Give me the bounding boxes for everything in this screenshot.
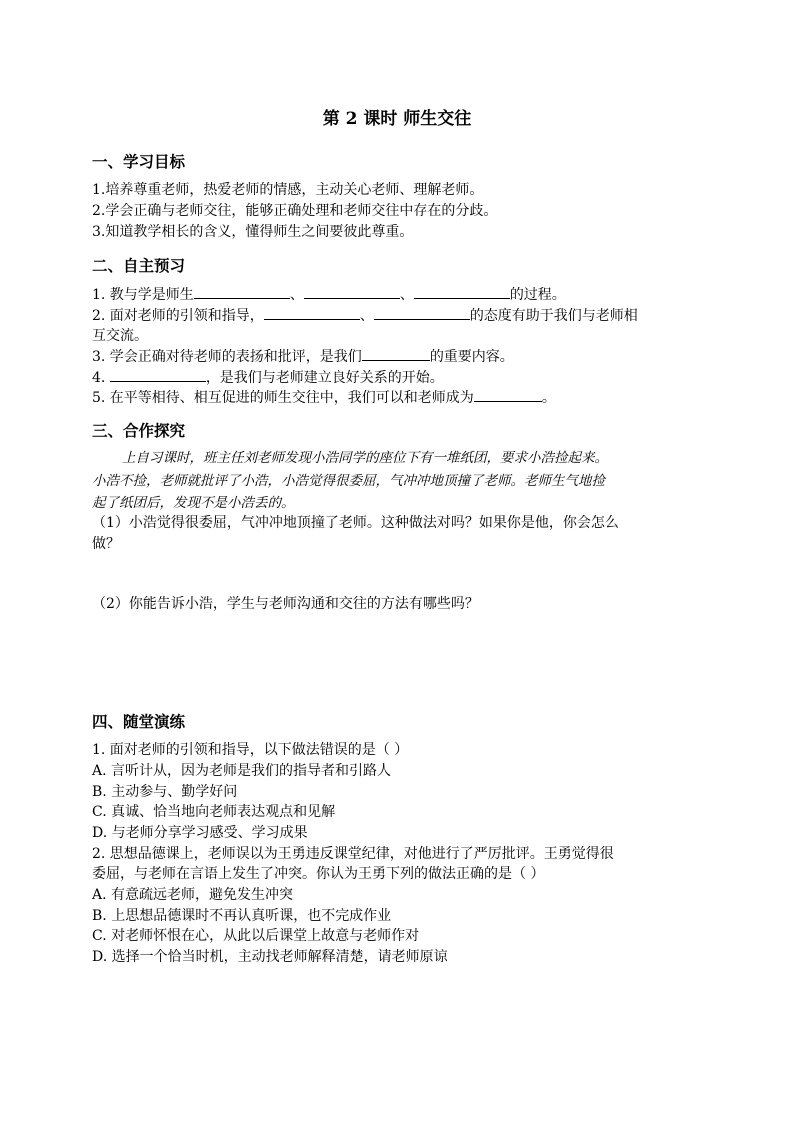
- practice-option: D. 选择一个恰当时机，主动找老师解释清楚，请老师原谅: [92, 949, 448, 965]
- preview-question-1: [92, 284, 566, 305]
- case-line: 小浩不捡，老师就批评了小浩，小浩觉得很委屈，气冲冲地顶撞了老师。老师生气地捡: [92, 473, 605, 489]
- goal-item: 2.学会正确与老师交往，能够正确处理和老师交往中存在的分歧。: [92, 203, 498, 219]
- practice-option: D. 与老师分享学习感受、学习成果: [92, 825, 308, 841]
- answer-blank[interactable]: [264, 305, 360, 320]
- question-text: 5. 在平等相待、相互促进的师生交往中，我们可以和老师成为: [92, 390, 474, 406]
- section-heading-explore: 三、合作探究: [92, 421, 186, 440]
- section-heading-preview: 二、自主预习: [92, 256, 186, 275]
- page-title: 第 2 课时 师生交往: [322, 109, 472, 129]
- goal-item: 1.培养尊重老师，热爱老师的情感，主动关心老师、理解老师。: [92, 182, 484, 198]
- case-line: 起了纸团后，发现不是小浩丢的。: [92, 495, 295, 511]
- preview-question-2-cont: 互交流。: [92, 328, 148, 344]
- question-text: 、: [359, 308, 374, 324]
- question-text: 的过程。: [509, 287, 566, 303]
- question-text: 的态度有助于我们与老师相: [469, 308, 638, 324]
- question-text: 4.: [92, 370, 110, 386]
- goal-item: 3.知道教学相长的含义，懂得师生之间要彼此尊重。: [92, 224, 414, 240]
- section-heading-practice: 四、随堂演练: [92, 712, 186, 731]
- question-text: 。: [541, 390, 556, 406]
- preview-question-3: [92, 346, 514, 367]
- answer-blank[interactable]: [110, 367, 206, 382]
- question-text: 1. 教与学是师生: [92, 287, 194, 303]
- preview-question-5: [92, 387, 556, 408]
- question-text: 、: [289, 287, 304, 303]
- answer-blank[interactable]: [414, 284, 510, 299]
- practice-line: 2. 思想品德课上，老师误以为王勇违反课堂纪律，对他进行了严厉批评。王勇觉得很: [92, 846, 614, 862]
- question-text: 、: [399, 287, 414, 303]
- question-text: ，是我们与老师建立良好关系的开始。: [205, 370, 444, 386]
- preview-question-4: [92, 367, 444, 388]
- practice-line: 1. 面对老师的引领和指导，以下做法错误的是（ ）: [92, 742, 409, 758]
- preview-question-2: [92, 305, 638, 326]
- practice-line: 委屈，与老师在言语上发生了冲突。你认为王勇下列的做法正确的是（ ）: [92, 866, 545, 882]
- question-text: 3. 学会正确对待老师的表扬和批评，是我们: [92, 349, 362, 365]
- practice-option: B. 上思想品德课时不再认真听课，也不完成作业: [92, 908, 392, 924]
- practice-option: A. 有意疏远老师，避免发生冲突: [92, 887, 294, 903]
- answer-blank[interactable]: [304, 284, 400, 299]
- explore-question-1: （1）小浩觉得很委屈，气冲冲地顶撞了老师。这种做法对吗？如果你是他，你会怎么: [92, 515, 619, 531]
- question-text: 的重要内容。: [429, 349, 514, 365]
- practice-option: B. 主动参与、勤学好问: [92, 784, 238, 800]
- question-text: 2. 面对老师的引领和指导，: [92, 308, 264, 324]
- practice-option: C. 对老师怀恨在心，从此以后课堂上故意与老师作对: [92, 928, 420, 944]
- explore-question-1-cont: 做？: [92, 536, 120, 552]
- practice-option: A. 言听计从，因为老师是我们的指导者和引路人: [92, 763, 392, 779]
- practice-option: C. 真诚、恰当地向老师表达观点和见解: [92, 804, 336, 820]
- section-heading-goals: 一、学习目标: [92, 152, 186, 171]
- explore-question-2: （2）你能告诉小浩，学生与老师沟通和交往的方法有哪些吗？: [92, 596, 479, 612]
- answer-blank[interactable]: [374, 305, 470, 320]
- answer-blank[interactable]: [474, 387, 542, 402]
- answer-blank[interactable]: [194, 284, 290, 299]
- case-line: 上自习课时，班主任刘老师发现小浩同学的座位下有一堆纸团，要求小浩捡起来。: [122, 450, 608, 466]
- answer-blank[interactable]: [362, 346, 430, 361]
